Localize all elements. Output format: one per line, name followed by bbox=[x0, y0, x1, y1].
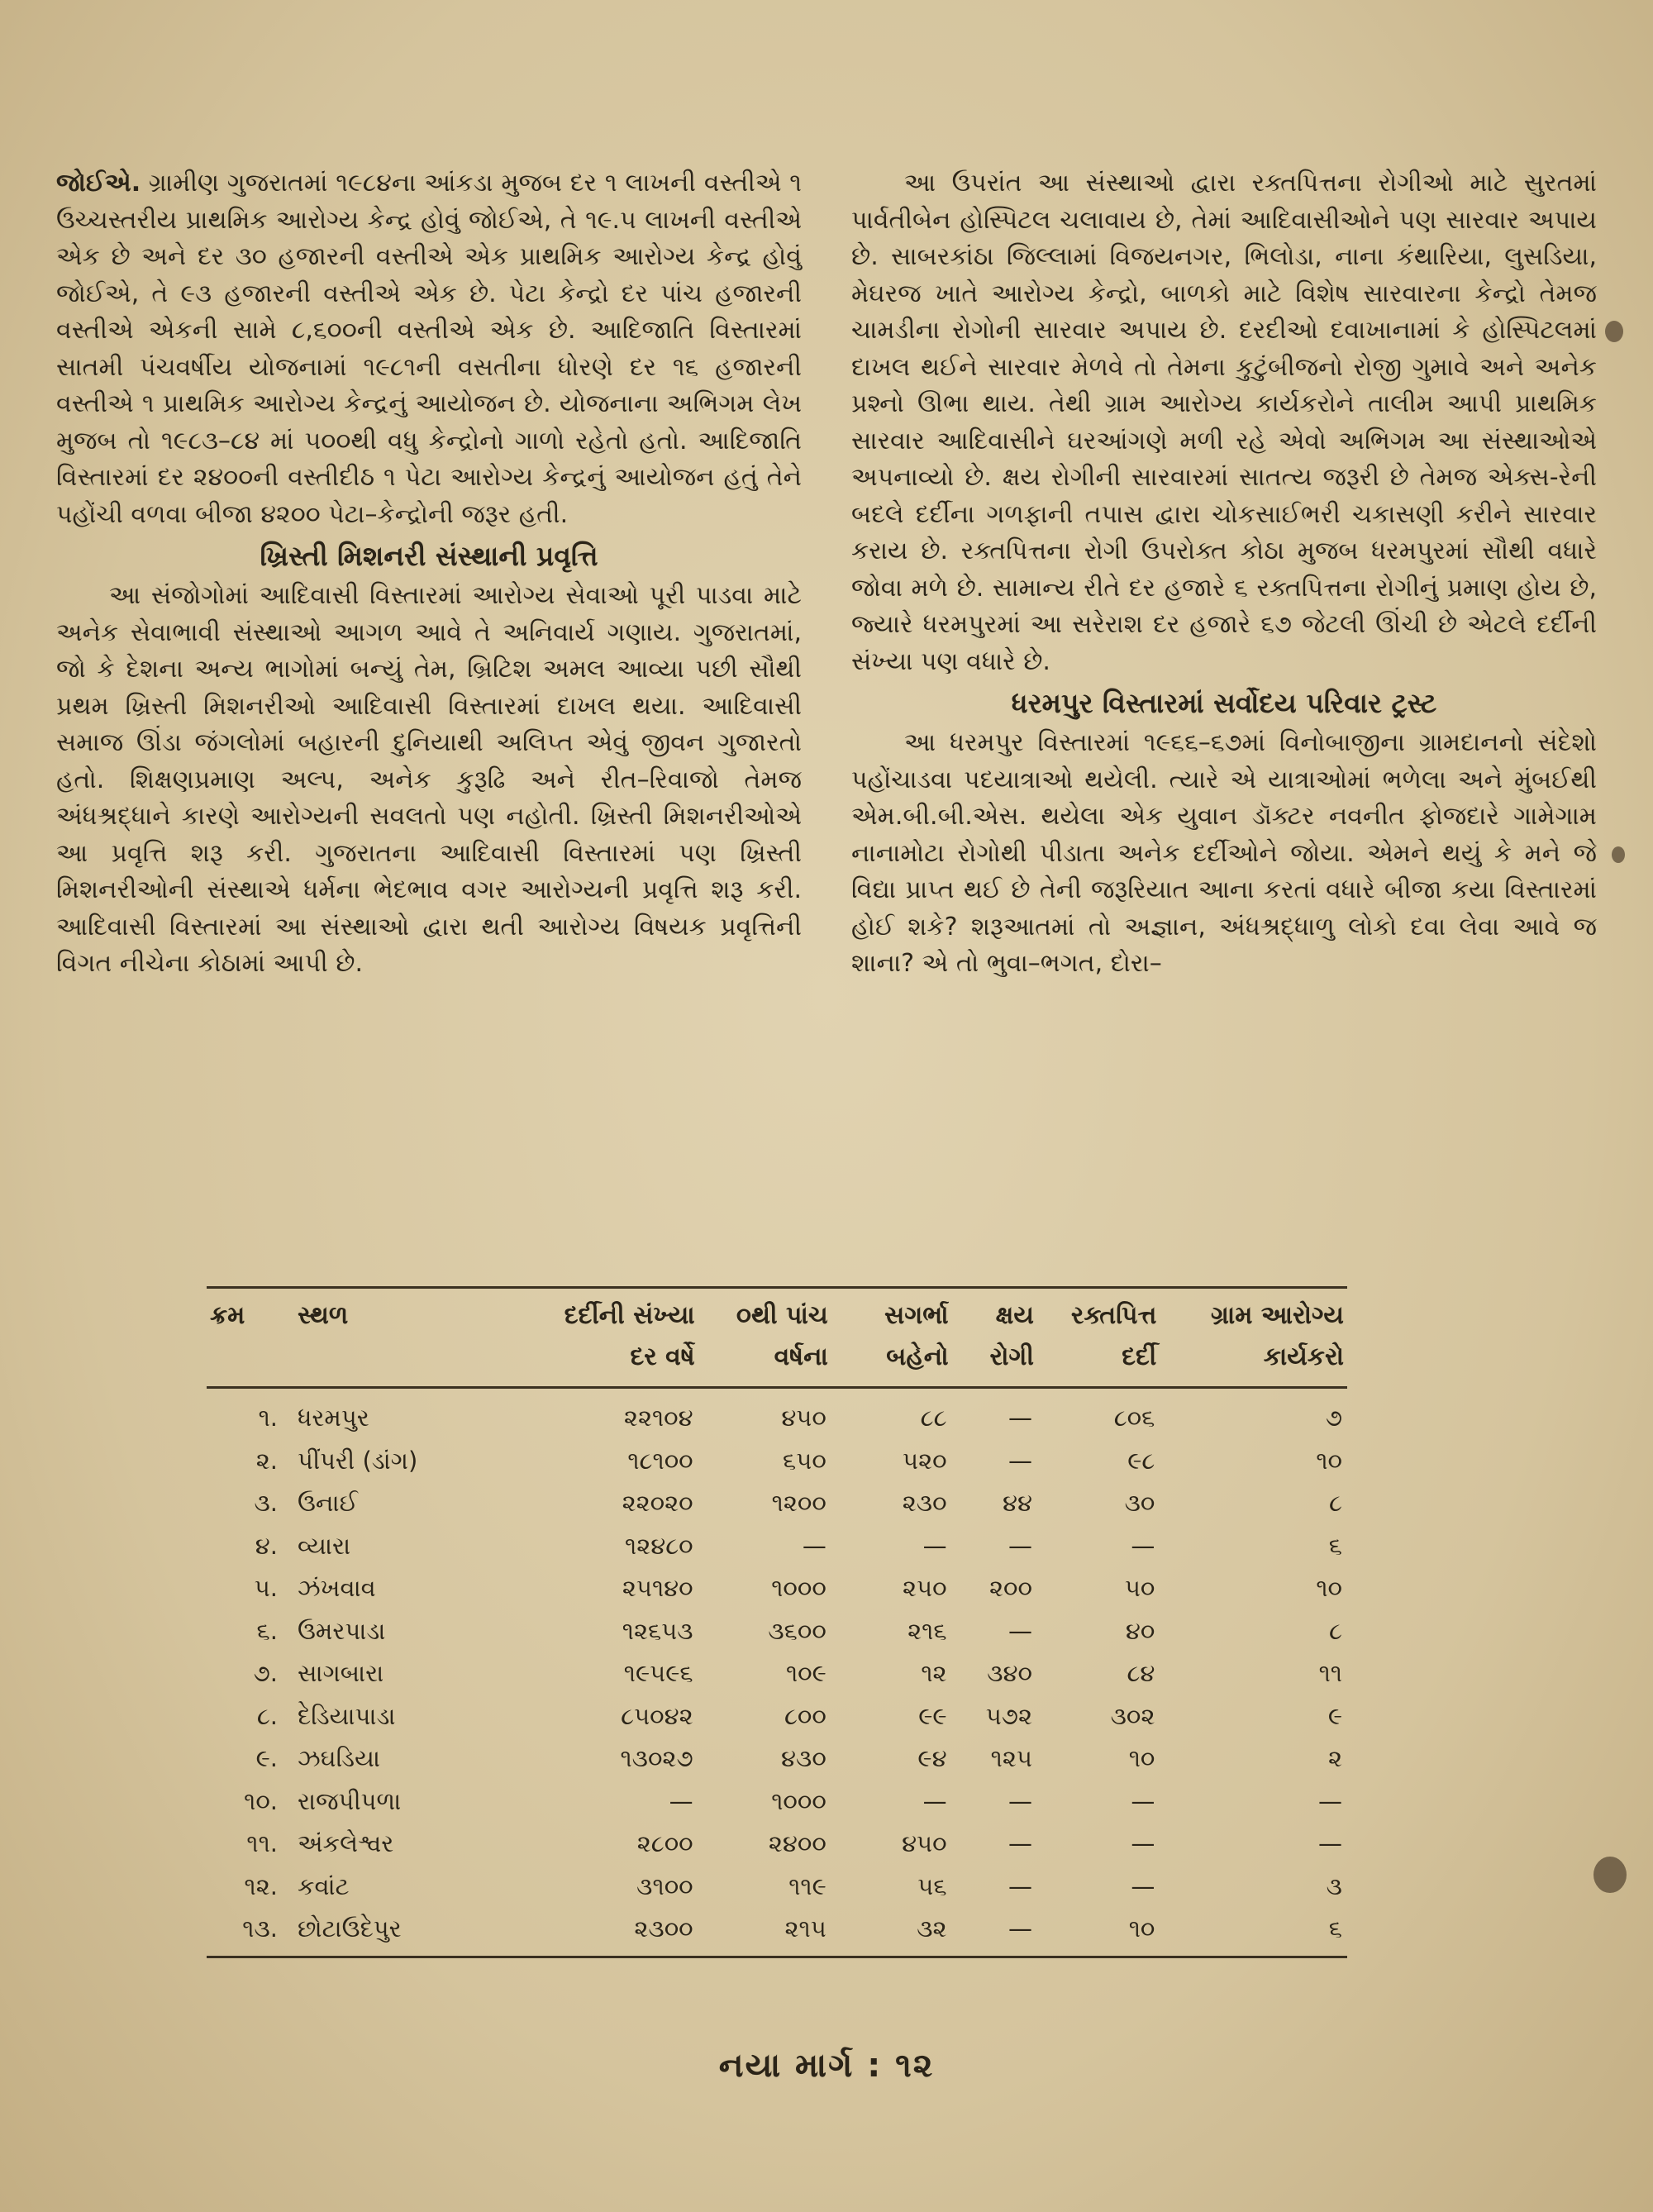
cell-place: દેડિયાપાડા bbox=[298, 1701, 396, 1730]
table-header-row bbox=[207, 1288, 1347, 1388]
cell-patients: ૧૩૦૨૭ bbox=[620, 1744, 693, 1772]
cell-leprosy: ૮૪ bbox=[1127, 1659, 1155, 1687]
table-row bbox=[207, 1652, 1347, 1695]
cell-tb: — bbox=[1008, 1786, 1032, 1815]
cell-patients: ૧૮૧૦૦ bbox=[627, 1446, 693, 1475]
table-row bbox=[207, 1610, 1347, 1653]
cell-leprosy: — bbox=[1131, 1871, 1155, 1900]
section-heading-missionary: ખ્રિસ્તી મિશનરી સંસ્થાની પ્રવૃત્તિ bbox=[260, 540, 598, 572]
cell-leprosy: ૮૦૬ bbox=[1113, 1404, 1155, 1432]
cell-leprosy: ૧૦ bbox=[1037, 1908, 1160, 1957]
cell-serial: ૧૧. bbox=[246, 1829, 278, 1857]
right-paragraph-2: આ ધરમપુર વિસ્તારમાં ૧૯૬૬–૬૭માં વિનોબાજીના ગ્રામદાનનો સંદેશો પહોંચાડવા પદયાત્રાઓ થયેલી. ત્યારે એ યાત્રાઓમાં ભળેલા અને મુંબઈથી એમ.બી.બી.એસ. થયેલા એક યુવાન ડૉક્ટર નવનીત ફોજદારે ગામેગામ નાનામોટા રોગોથી પીડાતા અનેક દર્દીઓને જોયા. એમને થયું કે મને જે વિદ્યા પ્રાપ્ત થઈ છે તેની જરૂરિયાત આના કરતાં વધારે બીજા કયા વિસ્તારમાં હોઈ શકે? શરૂઆતમાં તો અજ્ઞાન, અંધશ્રદ્ધાળુ લોકો દવા લેવા આવે જ શાના? એ તો ભુવા–ભગત, દોરા– bbox=[851, 728, 1597, 978]
table-row bbox=[207, 1388, 1347, 1440]
cell-place: ઝંખવાવ bbox=[298, 1574, 376, 1602]
column-header-serial: ક્રમ bbox=[207, 1288, 283, 1388]
cell-serial: ૧૦. bbox=[244, 1786, 278, 1815]
cell-pregnant: ૪૫૦ bbox=[902, 1829, 947, 1857]
cell-children: ૧૧૯ bbox=[788, 1871, 826, 1900]
left-column bbox=[56, 165, 802, 1273]
cell-serial: ૪. bbox=[255, 1531, 278, 1560]
cell-pregnant: ૯૪ bbox=[917, 1744, 947, 1772]
cell-leprosy: ૪૦ bbox=[1125, 1616, 1155, 1645]
cell-leprosy: — bbox=[1131, 1531, 1155, 1560]
cell-serial: ૩. bbox=[254, 1489, 278, 1517]
table-row bbox=[207, 1866, 1347, 1909]
cell-children: ૨૧૫ bbox=[698, 1908, 831, 1957]
cell-workers: ૧૦ bbox=[1316, 1574, 1342, 1602]
cell-workers: ૩ bbox=[1326, 1871, 1342, 1900]
cell-tb: ૨૦૦ bbox=[989, 1574, 1032, 1602]
cell-workers: — bbox=[1318, 1786, 1342, 1815]
table-row bbox=[207, 1525, 1347, 1568]
cell-leprosy: — bbox=[1131, 1786, 1155, 1815]
cell-place: કવાંટ bbox=[298, 1871, 350, 1900]
cell-serial: ૭. bbox=[253, 1659, 278, 1687]
data-table bbox=[207, 1286, 1347, 1958]
cell-pregnant: ૩૨ bbox=[831, 1908, 952, 1957]
cell-serial: ૫. bbox=[254, 1574, 278, 1602]
cell-tb: — bbox=[1008, 1404, 1032, 1432]
cell-leprosy: ૩૦ bbox=[1124, 1489, 1155, 1517]
cell-tb: — bbox=[1008, 1446, 1032, 1475]
cell-children: ૪૫૦ bbox=[781, 1404, 826, 1432]
left-paragraph-1-text: ગ્રામીણ ગુજરાતમાં ૧૯૮૪ના આંકડા મુજબ દર ૧ લાખની વસ્તીએ ૧ ઉચ્ચસ્તરીય પ્રાથમિક આરોગ્ય કેન્દ્ર હોવું જોઈએ, તે ૧૯.૫ લાખની વસ્તીએ એક છે અને દર ૩૦ હજારની વસ્તીએ એક પ્રાથમિક આરોગ્ય કેન્દ્ર હોવું જોઈએ, તે ૯૩ હજારની વસ્તીએ એક છે. પેટા કેન્દ્રો દર પાંચ હજારની વસ્તીએ એકની સામે ૮,૬૦૦ની વસ્તીએ એક છે. આદિજાતિ વિસ્તારમાં સાતમી પંચવર્ષીય યોજનામાં ૧૯૮૧ની વસતીના ધોરણે દર ૧૬ હજારની વસ્તીએ ૧ પ્રાથમિક આરોગ્ય કેન્દ્રનું આયોજન છે. યોજનાના અભિગમ લેખ મુજબ તો ૧૯૮૩–૮૪ માં ૫૦૦થી વધુ કેન્દ્રોનો ગાળો રહેતો હતો. આદિજાતિ વિસ્તારમાં દર ૨૪૦૦ની વસ્તીદીઠ ૧ પેટા આરોગ્ય કેન્દ્રનું આયોજન હતું તેને પહોંચી વળવા બીજા ૪૨૦૦ પેટા–કેન્દ્રોની જરૂર હતી. bbox=[56, 169, 802, 529]
cell-pregnant: ૯૯ bbox=[918, 1701, 947, 1730]
cell-pregnant: ૫૨૦ bbox=[903, 1446, 947, 1475]
cell-leprosy: ૫૦ bbox=[1124, 1574, 1155, 1602]
lead-word: જોઈએ. bbox=[56, 169, 141, 198]
right-paragraph-1: આ ઉપરાંત આ સંસ્થાઓ દ્વારા રક્તપિત્તના રોગીઓ માટે સુરતમાં પાર્વતીબેન હોસ્પિટલ ચલાવાય છે, તેમાં આદિવાસીઓને પણ સારવાર અપાય છે. સાબરકાંઠા જિલ્લામાં વિજયનગર, ભિલોડા, નાના કંથારિયા, લુસડિયા, મેઘરજ ખાતે આરોગ્ય કેન્દ્રો, બાળકો માટે વિશેષ સારવારના કેન્દ્રો તેમજ ચામડીના રોગોની સારવાર અપાય છે. દરદીઓ દવાખાનામાં કે હોસ્પિટલમાં દાખલ થઈને સારવાર મેળવે તો તેમના કુટુંબીજનો રોજી ગુમાવે અને અનેક પ્રશ્નો ઊભા થાય. તેથી ગ્રામ આરોગ્ય કાર્યકરોને તાલીમ આપી પ્રાથમિક સારવાર આદિવાસીને ઘરઆંગણે મળી રહે એવો અભિગમ આ સંસ્થાઓએ અપનાવ્યો છે. ક્ષય રોગીની સારવારમાં સાતત્ય જરૂરી છે તેમજ એક્સ-રેની બદલે દર્દીના ગળફાની તપાસ દ્વારા ચોકસાઈભરી ચકાસણી કરીને સારવાર કરાય છે. રક્તપિત્તના રોગી ઉપરોક્ત કોઠા મુજબ ધરમપુરમાં સૌથી વધારે જોવા મળે છે. સામાન્ય રીતે દર હજારે ૬ રક્તપિત્તના રોગીનું પ્રમાણ હોય છે, જ્યારે ધરમપુરમાં આ સરેરાશ દર હજારે ૬૭ જેટલી ઊંચી છે એટલે દર્દીની સંખ્યા પણ વધારે છે. bbox=[851, 169, 1597, 676]
column-header-workers: ગ્રામ આરોગ્ય કાર્યકરો bbox=[1160, 1288, 1347, 1388]
cell-place: પીંપરી (ડાંગ) bbox=[298, 1446, 418, 1475]
table-row bbox=[207, 1823, 1347, 1866]
right-column bbox=[851, 165, 1597, 1273]
column-header-tb: ક્ષય રોગી bbox=[952, 1288, 1037, 1388]
cell-place: રાજપીપળા bbox=[298, 1786, 402, 1815]
cell-workers: ૮ bbox=[1329, 1616, 1342, 1645]
cell-serial: ૯. bbox=[255, 1744, 278, 1772]
cell-serial: ૧. bbox=[258, 1404, 278, 1432]
cell-workers: ૯ bbox=[1327, 1701, 1342, 1730]
column-header-place: સ્થળ bbox=[283, 1288, 526, 1388]
cell-patients: ૨૮૦૦ bbox=[636, 1829, 693, 1857]
cell-place: અંકલેશ્વર bbox=[298, 1829, 394, 1857]
cell-tb: — bbox=[1008, 1531, 1032, 1560]
cell-workers: ૧૦ bbox=[1316, 1446, 1342, 1475]
table-body bbox=[207, 1388, 1347, 1957]
cell-workers: ૨ bbox=[1327, 1744, 1342, 1772]
cell-tb: — bbox=[952, 1908, 1037, 1957]
cell-patients: ૧૯૫૯૬ bbox=[623, 1659, 693, 1687]
cell-serial: ૧૨. bbox=[244, 1871, 278, 1900]
cell-workers: ૬ bbox=[1328, 1531, 1342, 1560]
cell-pregnant: ૫૬ bbox=[917, 1871, 947, 1900]
table-row bbox=[207, 1695, 1347, 1738]
cell-workers: ૬ bbox=[1160, 1908, 1347, 1957]
page-damage-mark bbox=[1612, 846, 1625, 863]
cell-leprosy: ૧૦ bbox=[1128, 1744, 1155, 1772]
health-statistics-table bbox=[207, 1286, 1347, 1958]
cell-leprosy: — bbox=[1131, 1829, 1155, 1857]
section-heading-sarvodaya: ધરમપુર વિસ્તારમાં સર્વોદય પરિવાર ટ્રસ્ટ bbox=[1011, 687, 1437, 719]
cell-tb: ૧૨૫ bbox=[990, 1744, 1032, 1772]
cell-pregnant: ૨૧૬ bbox=[907, 1616, 947, 1645]
cell-patients: ૧૨૪૮૦ bbox=[625, 1531, 693, 1560]
cell-tb: ૫૭૨ bbox=[985, 1701, 1032, 1730]
cell-serial: ૬. bbox=[256, 1616, 278, 1645]
cell-leprosy: ૩૦૨ bbox=[1110, 1701, 1155, 1730]
column-header-patients: દર્દીની સંખ્યા દર વર્ષે bbox=[526, 1288, 698, 1388]
cell-serial: ૧૩. bbox=[207, 1908, 283, 1957]
cell-patients: ૨૨૦૨૦ bbox=[622, 1489, 693, 1517]
cell-place: ધરમપુર bbox=[298, 1404, 369, 1432]
cell-patients: — bbox=[669, 1786, 693, 1815]
cell-pregnant: — bbox=[922, 1786, 947, 1815]
table-row bbox=[207, 1781, 1347, 1823]
article-columns bbox=[56, 165, 1597, 1273]
table-row bbox=[207, 1482, 1347, 1525]
cell-pregnant: ૨૩૦ bbox=[902, 1489, 947, 1517]
cell-tb: ૪૪ bbox=[1003, 1489, 1032, 1517]
cell-workers: ૧૧ bbox=[1318, 1659, 1342, 1687]
cell-tb: — bbox=[1008, 1871, 1032, 1900]
cell-pregnant: ૧૨ bbox=[921, 1659, 947, 1687]
cell-pregnant: ૮૮ bbox=[920, 1404, 947, 1432]
cell-place: ઝઘડિયા bbox=[298, 1744, 380, 1772]
cell-place: છોટાઉદેપુર bbox=[283, 1908, 526, 1957]
table-row bbox=[207, 1440, 1347, 1483]
left-paragraph-2: આ સંજોગોમાં આદિવાસી વિસ્તારમાં આરોગ્ય સેવાઓ પૂરી પાડવા માટે અનેક સેવાભાવી સંસ્થાઓ આગળ આવે તે અનિવાર્ય ગણાય. ગુજરાતમાં, જો કે દેશના અન્ય ભાગોમાં બન્યું તેમ, બ્રિટિશ અમલ આવ્યા પછી સૌથી પ્રથમ ખ્રિસ્તી મિશનરીઓ આદિવાસી વિસ્તારમાં દાખલ થયા. આદિવાસી સમાજ ઊંડા જંગલોમાં બહારની દુનિયાથી અલિપ્ત એવું જીવન ગુજારતો હતો. શિક્ષણપ્રમાણ અલ્પ, અનેક કુરૂઢિ અને રીત–રિવાજો તેમજ અંધશ્રદ્ધાને કારણે આરોગ્યની સવલતો પણ નહોતી. ખ્રિસ્તી મિશનરીઓએ આ પ્રવૃત્તિ શરૂ કરી. ગુજરાતના આદિવાસી વિસ્તારમાં પણ ખ્રિસ્તી મિશનરીઓની સંસ્થાએ ધર્મના ભેદભાવ વગર આરોગ્યની પ્રવૃત્તિ શરૂ કરી. આદિવાસી વિસ્તારમાં આ સંસ્થાઓ દ્વારા થતી આરોગ્ય વિષયક પ્રવૃત્તિની વિગત નીચેના કોઠામાં આપી છે. bbox=[56, 581, 802, 978]
cell-place: સાગબારા bbox=[298, 1659, 384, 1687]
cell-pregnant: ૨૫૦ bbox=[903, 1574, 947, 1602]
cell-tb: — bbox=[1008, 1616, 1032, 1645]
cell-pregnant: — bbox=[922, 1531, 947, 1560]
cell-tb: — bbox=[1008, 1829, 1032, 1857]
cell-tb: ૩૪૦ bbox=[987, 1659, 1032, 1687]
cell-patients: ૩૧૦૦ bbox=[636, 1871, 693, 1900]
cell-place: ઉનાઈ bbox=[298, 1489, 359, 1517]
column-header-pregnant: સગર્ભા બહેનો bbox=[831, 1288, 952, 1388]
cell-children: ૧૦૯ bbox=[785, 1659, 826, 1687]
cell-patients: ૧૨૬૫૩ bbox=[622, 1616, 693, 1645]
table-row bbox=[207, 1908, 1347, 1957]
cell-children: ૨૪૦૦ bbox=[768, 1829, 826, 1857]
cell-children: ૧૦૦૦ bbox=[771, 1786, 826, 1815]
cell-serial: ૨. bbox=[255, 1446, 278, 1475]
cell-children: ૬૫૦ bbox=[783, 1446, 826, 1475]
column-header-children: ૦થી પાંચ વર્ષના bbox=[698, 1288, 831, 1388]
cell-patients: ૨૫૧૪૦ bbox=[622, 1574, 693, 1602]
cell-place: વ્યારા bbox=[298, 1531, 351, 1560]
cell-patients: ૨૨૧૦૪ bbox=[623, 1404, 693, 1432]
cell-children: ૩૬૦૦ bbox=[768, 1616, 826, 1645]
cell-children: ૪૩૦ bbox=[781, 1744, 826, 1772]
page-damage-mark bbox=[1605, 321, 1623, 342]
cell-leprosy: ૯૮ bbox=[1127, 1446, 1155, 1475]
page-footer: નયા માર્ગ : ૧૨ bbox=[718, 2047, 935, 2085]
cell-workers: ૭ bbox=[1325, 1404, 1342, 1432]
cell-patients: ૨૩૦૦ bbox=[526, 1908, 698, 1957]
cell-children: ૮૦૦ bbox=[784, 1701, 826, 1730]
page-damage-mark bbox=[1593, 1857, 1627, 1893]
cell-children: ૧૦૦૦ bbox=[771, 1574, 826, 1602]
cell-children: — bbox=[802, 1531, 826, 1560]
left-paragraph-1 bbox=[56, 165, 802, 533]
cell-workers: — bbox=[1318, 1829, 1342, 1857]
cell-children: ૧૨૦૦ bbox=[771, 1489, 826, 1517]
cell-patients: ૮૫૦૪૨ bbox=[621, 1701, 693, 1730]
table-row bbox=[207, 1738, 1347, 1781]
column-header-leprosy: રક્તપિત્ત દર્દી bbox=[1037, 1288, 1160, 1388]
cell-place: ઉમરપાડા bbox=[298, 1616, 386, 1645]
cell-serial: ૮. bbox=[256, 1701, 278, 1730]
table-row bbox=[207, 1567, 1347, 1610]
cell-workers: ૮ bbox=[1329, 1489, 1342, 1517]
